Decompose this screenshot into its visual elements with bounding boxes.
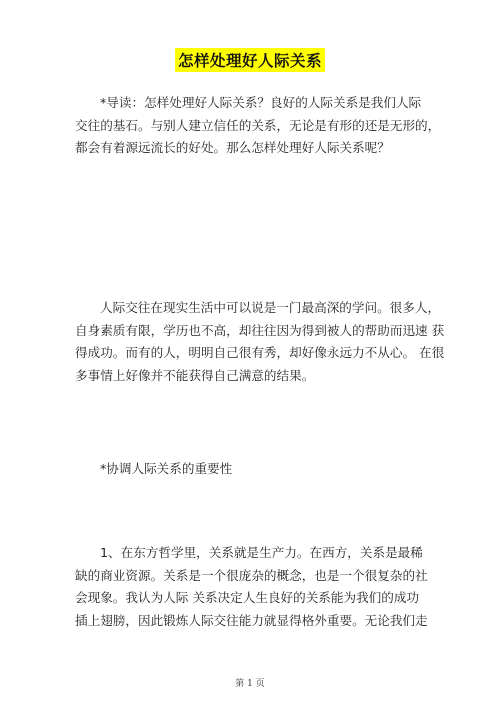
text-line: 自身素质有限，学历也不高，却往往因为得到被人的帮助而迅速 获 [75,322,445,338]
section-heading [75,458,437,481]
page-number: 第 1 页 [235,679,265,689]
text-line: 会现象。我认为人际 关系决定人生良好的关系能为我们的成功 [75,590,420,605]
text-line: 插上翅膀，因此锻炼人际交往能力就显得格外重要。无论我们走 [75,612,428,628]
intro-paragraph [75,92,441,160]
text-line: *导读：怎样处理好人际关系？良好的人际关系是我们人际 [100,95,422,110]
title-container [0,48,500,72]
text-line: 交往的基石。与别人建立信任的关系，无论是有形的还是无形的， [75,117,441,133]
text-line: 都会有着源远流长的好处。那么怎样处理好人际关系呢？ [75,140,390,155]
page-title: 怎样处理好人际关系 [175,48,325,72]
body-paragraph [75,297,445,387]
text-line: 多事情上好像并不能获得自己满意的结果。 [75,367,315,383]
text-line: 得成功。而有的人，明明自己很有秀，却好像永远力不从心。 在很 [75,345,445,360]
text-line: 人际交往在现实生活中可以说是一门最高深的学问。很多人， [100,300,441,315]
text-line: 1、在东方哲学里，关系就是生产力。在西方，关系是最稀 [100,545,423,560]
text-line: 缺的商业资源。关系是一个很庞杂的概念，也是一个很复杂的社 [75,567,428,583]
text-line: *协调人际关系的重要性 [100,461,233,476]
body-paragraph [75,542,437,632]
